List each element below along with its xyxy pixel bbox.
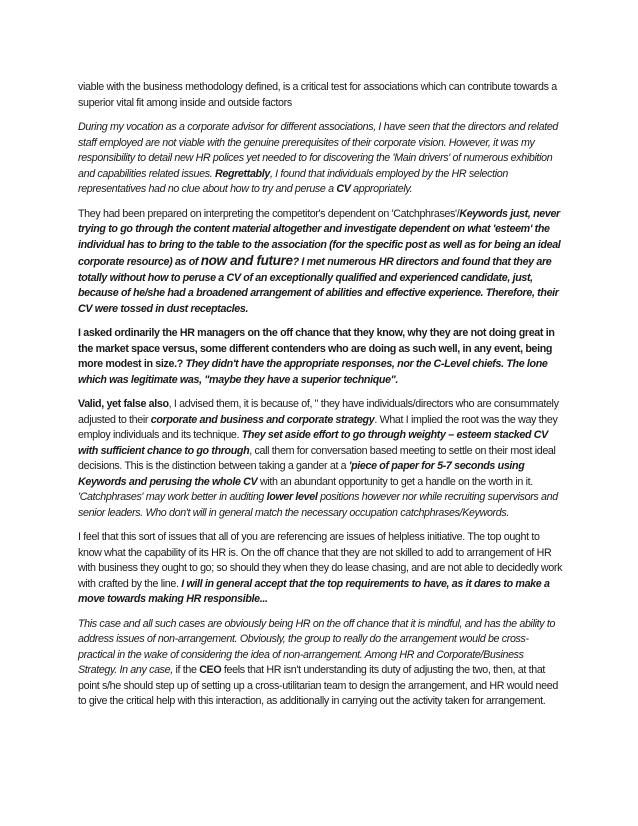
- text-run: . What I implied the root was the way they employ individuals and its technique.: [78, 413, 558, 441]
- paragraph-1: [78, 80, 564, 111]
- paragraph-2: [78, 120, 564, 198]
- text-run: This case and all such cases are obviously being HR on the off chance that it is mindful, and has the ability to address issues of non-arrangement. Obviously, the group to really do the arrangement would be cross-practical in the wake of considering the idea of non-arrangement. Among HR and Corporate/Business Strategy. In any case,: [78, 617, 556, 676]
- text-run: viable with the business methodology defined, is a critical test for associations which can contribute towards a superior vital fit among inside and outside factors: [78, 81, 557, 109]
- paragraph-4: [78, 326, 564, 388]
- text-run: , call them for conversation based meeting to settle on their most ideal decisions. This is the distinction between taking a gander at a: [78, 444, 556, 472]
- paragraph-3: [78, 207, 564, 318]
- text-run: with an abundant opportunity to get a handle on the worth in it.: [257, 475, 533, 488]
- text-run: Valid, yet false also: [78, 398, 169, 410]
- text-run: CEO: [199, 664, 222, 676]
- text-run: CV: [336, 183, 351, 195]
- text-run: Regrettably: [214, 167, 270, 180]
- text-run: I feel that this sort of issues that all of you are referencing are issues of helpless initiative. The top ought to know what the capability of its HR is. On the off chance that they are not skilled to add to arrangement of HR with business they ought to go; so should they when they do lease chasing, and are not able to decidedly work with crafted by the line.: [78, 531, 563, 590]
- text-run: During my vocation as a corporate advisor for different associations, I have seen that the directors and related staff employed are not viable with the genuine prerequisites of their corporate vision. However, it was my responsibility to detail new HR polices yet needed to for discovering the 'Main drivers' of numerous exhibition and capabilities related issues.: [78, 121, 559, 180]
- text-run: 'Catchphrases' may work better in auditing: [78, 491, 267, 503]
- text-run: if the: [172, 664, 200, 676]
- text-run: , I found that individuals employed by the HR selection representatives had no clue about how to try and peruse a: [78, 167, 508, 195]
- document-page: [78, 80, 564, 719]
- text-run: Keywords just, never trying to go through the content material altogether and investigate dependent on what 'esteem' the individual has to bring to the table to the association (for the specific post as well as for being an ideal corporate resource) as of: [78, 207, 561, 268]
- text-run: appropriately.: [350, 183, 413, 195]
- text-run: corporate and business and corporate strategy: [150, 413, 375, 426]
- text-run: I asked ordinarily the HR managers on the off chance that they know, why they are not doing great in the market space versus, some different contenders who are doing as such well, in any event, being more modest in size.?: [78, 327, 555, 370]
- text-run: feels that HR isn't understanding its duty of adjusting the two, then, at that point s/he should step up of setting up a cross-utilitarian team to design the arrangement, and HR would need to give the critical help with this interaction, as additionally in carrying out the activity taken for arrangement.: [78, 664, 558, 707]
- text-run: They set aside effort to go through weighty – esteem stacked CV with sufficient chance to go through: [78, 429, 548, 457]
- text-run: I will in general accept that the top requirements to have, as it dares to make a move towards making HR responsible...: [78, 577, 550, 605]
- text-run: 'piece of paper for 5-7 seconds using Keywords and perusing the whole CV: [78, 460, 525, 488]
- text-run: lower level: [266, 491, 318, 503]
- paragraph-5: [78, 397, 564, 521]
- text-run: positions however nor while recruiting supervisors and senior leaders. Who don't will in general match the necessary occupation catchphrases/Keywords.: [78, 491, 558, 519]
- text-run: They didn't have the appropriate responses, nor the C-Level chiefs. The lone which was legitimate was, "maybe they have a superior technique".: [78, 358, 548, 386]
- paragraph-7: [78, 617, 564, 710]
- paragraph-6: [78, 530, 564, 608]
- text-run: , I advised them, it is because of, " they have individuals/directors who are consummately adjusted to their: [78, 398, 559, 426]
- text-run: ? I met numerous HR directors and found that they are totally without how to peruse a CV of an exceptionally qualified and experienced candidate, just, because of he/she had a broadened arrangement of abilities and effective experience. Therefore, their CV were tossed in dust receptacles.: [78, 256, 559, 315]
- text-run: They had been prepared on interpreting the competitor's dependent on 'Catchphrases'/: [78, 207, 460, 220]
- text-run: now and future: [200, 253, 293, 268]
